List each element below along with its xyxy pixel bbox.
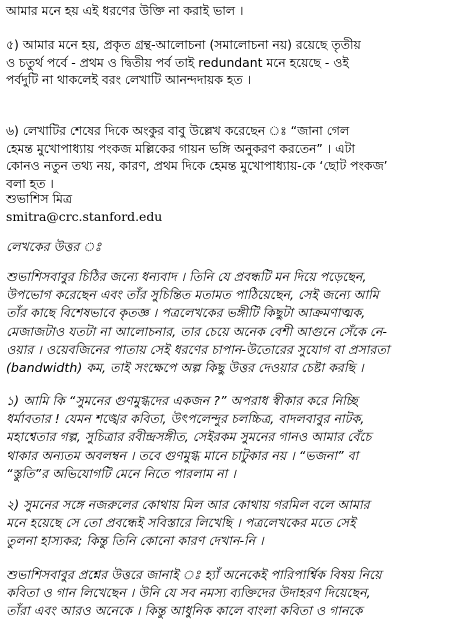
reply-heading [6, 238, 453, 256]
text-line: শুভাশিসবাবুর প্রশ্নের উত্তরে জানাই ঃ হ্যাঁ অনেকেই পারিপার্শ্বিক বিষয় নিয়ে [6, 567, 382, 582]
text-line: ১) আমি কি “সুমনের গুণমুগ্ধদের একজন ?” অপরাধ স্বীকার করে নিচ্ছি [6, 393, 358, 408]
text-line: আমার মনে হয় এই ধরণের উক্তি না করাই ভাল । [6, 3, 244, 18]
reply-point-1 [6, 392, 453, 483]
intro-line [6, 2, 453, 20]
reply-paragraph-last [6, 566, 453, 621]
text-line: তাঁর কাছে বিশেষভাবে কৃতজ্ঞ । পত্রলেখকের ভঙ্গীটি কিছুটা আক্রমণাত্মক, [6, 305, 366, 321]
text-line: ওয়ার । ওয়েবজিনের পাতায় সেই ধরণের চাপান-উতোরের সুযোগ বা প্রসারতা [6, 341, 390, 357]
signature [6, 190, 453, 225]
text-line: (bandwidth) কম, তাই সংক্ষেপে অল্প কিছু উত্তর দেওয়ার চেষ্টা করছি । [6, 360, 364, 376]
point-5 [6, 36, 453, 89]
text-line: ও চতুর্থ পর্বে - প্রথম ও দ্বিতীয় পর্ব তাই redundant মনে হয়েছে - ওই [6, 54, 349, 70]
text-line: ২) সুমনের সঙ্গে নজরুলের কোথায় মিল আর কোথায় গরমিল বলে আমার [6, 497, 370, 512]
text-line: ধর্মাবতার ! যেমন শঙ্খের কবিতা, উৎপলেন্দুর চলচ্চিত্র, বাদলবাবুর নাটক, [6, 411, 365, 427]
text-line: থাকার অন্যতম অবলম্বন । তবে গুণমুগ্ধ মানে চাটুকার নয় । “ভজনা” বা [6, 447, 359, 463]
reply-paragraph-1 [6, 268, 453, 377]
text-line: কোনও নতুন তথ্য নয়, কারণ, প্রথম দিকে হেমন্ত মুখোপাধ্যায়-কে ‘ছোট পংকজ’ [6, 158, 388, 173]
text-line: মনে হয়েছে সে তো প্রবন্ধেই সবিস্তারে লিখেছি । পত্রলেখকের মতে সেই [6, 515, 356, 531]
text-line: “স্তুতি”র অভিযোগটি মেনে নিতে পারলাম না । [6, 465, 236, 481]
text-line: তাঁরা এবং আরও অনেকে । কিন্তু আধুনিক কালে বাংলা কবিতা ও গানকে [6, 603, 363, 619]
point-6 [6, 122, 453, 192]
text-line: উপভোগ করেছেন এবং তাঁর সুচিন্তিত মতামত পাঠিয়েছেন, সেই জন্যে আমি [6, 287, 379, 303]
text-line: ৫) আমার মনে হয়, প্রকৃত গ্রন্থ-আলোচনা (সমালোচনা নয়) রয়েছে তৃতীয় [6, 37, 361, 52]
text-line: ৬) লেখাটির শেষের দিকে অংকুর বাবু উল্লেখ করেছেন ঃ “জানা গেল [6, 123, 350, 138]
text-line: বলা হত । [6, 175, 54, 191]
text-line: পর্বদুটি না থাকলেই বরং লেখাটি আনন্দদায়ক হত । [6, 72, 252, 87]
text-line: মহাশ্বেতার গল্প, সুচিত্রার রবীন্দ্রসঙ্গীত, সেইরকম সুমনের গানও আমার বেঁচে [6, 429, 372, 445]
text-line: কবিতা ও গান লিখেছেন । উনি যে সব নমস্য ব্যক্তিদের উদাহরণ দিয়েছেন, [6, 585, 371, 601]
text-line: মেজাজটাও যতটা না আলোচনার, তার চেয়ে অনেক বেশী আগুনে সেঁকে নে- [6, 323, 387, 339]
heading: লেখকের উত্তর ঃ [6, 239, 102, 254]
signature-email: smitra@crc.stanford.edu [6, 208, 163, 224]
text-line: হেমন্ত মুখোপাধ্যায় পংকজ মল্লিকের গায়ন ভঙ্গি অনুকরণ করতেন” । এটা [6, 140, 355, 156]
reply-point-2 [6, 496, 453, 551]
text-line: শুভাশিসবাবুর চিঠির জন্যে ধন্যবাদ । তিনি যে প্রবন্ধটি মন দিয়ে পড়েছেন, [6, 269, 367, 284]
text-line: তুলনা হাস্যকর; কিন্তু তিনি কোনো কারণ দেখান-নি । [6, 533, 264, 549]
signature-name: শুভাশিস মিত্র [6, 191, 73, 206]
